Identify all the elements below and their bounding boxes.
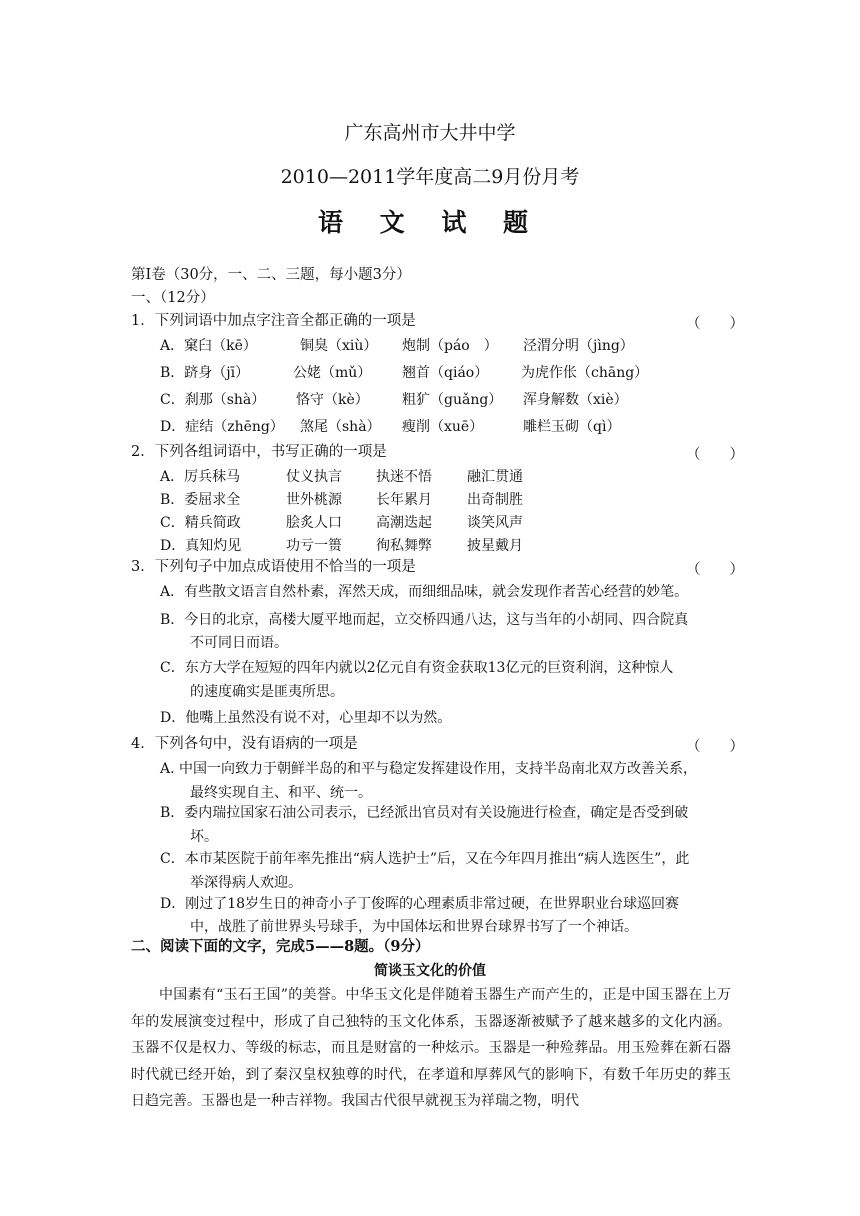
q2-b-1: B．委屈求全 xyxy=(160,492,241,508)
q1-a-2: 铜臭（xiù） xyxy=(300,338,378,354)
q1-c-4: 浑身解数（xiè） xyxy=(523,392,628,408)
q4-option-d-line1: D．刚过了18岁生日的神奇小子丁俊晖的心理素质非常过硬，在世界职业台球巡回赛 xyxy=(160,896,680,912)
q4-answer-paren: （ ） xyxy=(686,739,744,755)
q1-b-2: 公姥（mǔ） xyxy=(293,365,372,381)
q3-option-b-line1: B．今日的北京，高楼大厦平地而起，立交桥四通八达，这与当年的小胡同、四合院真 xyxy=(160,612,689,628)
q2-a-1: A．厉兵秣马 xyxy=(160,469,241,485)
q2-b-4: 出奇制胜 xyxy=(467,492,523,508)
q1-d-4: 雕栏玉砌（qì） xyxy=(523,419,621,435)
q2-d-3: 徇私舞弊 xyxy=(376,538,432,554)
q2-a-2: 仗义执言 xyxy=(286,469,342,485)
q1-a-4: 泾渭分明（jìng） xyxy=(523,338,634,354)
q2-d-2: 功亏一篑 xyxy=(286,538,342,554)
q3-option-c-line2: 的速度确实是匪夷所思。 xyxy=(190,684,344,700)
q2-d-4: 披星戴月 xyxy=(467,538,523,554)
q2-c-3: 高潮迭起 xyxy=(376,515,432,531)
q3-stem: 3．下列句子中加点成语使用不恰当的一项是 xyxy=(131,559,416,575)
q1-c-2: 恪守（kè） xyxy=(296,392,369,408)
q2-b-2: 世外桃源 xyxy=(286,492,342,508)
q2-stem: 2．下列各组词语中，书写正确的一项是 xyxy=(131,444,387,460)
q1-stem: 1．下列词语中加点字注音全都正确的一项是 xyxy=(131,313,416,329)
q1-c-3: 粗犷（guǎng） xyxy=(402,392,503,408)
q3-answer-paren: （ ） xyxy=(686,562,744,578)
q4-option-b-line1: B．委内瑞拉国家石油公司表示，已经派出官员对有关设施进行检查，确定是否受到破 xyxy=(160,805,689,821)
q2-c-2: 脍炙人口 xyxy=(286,515,342,531)
q1-d-1: D．症结（zhēng） xyxy=(160,419,284,435)
q2-a-3: 执迷不悟 xyxy=(376,469,432,485)
q1-b-4: 为虎作伥（chāng） xyxy=(521,365,649,381)
q1-b-3: 翘首（qiáo） xyxy=(402,365,489,381)
q1-c-1: C．刹那（shà） xyxy=(160,392,266,408)
section1-title: 一、（12分） xyxy=(131,290,215,306)
q2-b-3: 长年累月 xyxy=(376,492,432,508)
q4-option-a-line1: A. 中国一向致力于朝鲜半岛的和平与稳定发挥建设作用，支持半岛南北双方改善关系， xyxy=(160,761,698,777)
q2-d-1: D．真知灼见 xyxy=(160,538,242,554)
article-title: 简谈玉文化的价值 xyxy=(374,963,486,979)
article-body: 中国素有“玉石王国”的美誉。中华玉文化是伴随着玉器生产而产生的，正是中国玉器在上万年的发展演变过程中，形成了自己独特的玉文化体系，玉器逐渐被赋予了越来越多的文化内涵。玉器不仅是权力、等级的标志，而且是财富的一种炫示。玉器是一种殓葬品。用玉殓葬在新石器时代就已经开始，到了秦汉皇权独尊的时代，在孝道和厚葬风气的影响下，有数千年历史的葬玉日趋完善。玉器也是一种吉祥物。我国古代很早就视玉为祥瑞之物，明代 xyxy=(131,987,731,1109)
q1-answer-paren: （ ） xyxy=(686,316,744,332)
q2-c-1: C．精兵简政 xyxy=(160,515,241,531)
q2-a-4: 融汇贯通 xyxy=(467,469,523,485)
q1-d-3: 瘦削（xuē） xyxy=(402,419,484,435)
q4-option-b-line2: 坏。 xyxy=(190,829,218,845)
section2-title: 二、阅读下面的文字，完成5——8题。（9分） xyxy=(131,938,430,955)
q2-c-4: 谈笑风声 xyxy=(467,515,523,531)
q4-option-a-line2: 最终实现自主、和平、统一。 xyxy=(190,785,372,801)
q4-option-d-line2: 中，战胜了前世界头号球手，为中国体坛和世界台球界书写了一个神话。 xyxy=(190,919,638,935)
exam-title: 2010—2011学年度高二9月份月考 xyxy=(280,166,580,188)
q1-a-1: A．窠臼（kē） xyxy=(160,338,257,354)
q2-answer-paren: （ ） xyxy=(686,447,744,463)
q1-b-1: B．跻身（jī） xyxy=(160,365,250,381)
part1-title: 第Ⅰ卷（30分，一、二、三题，每小题3分） xyxy=(131,267,411,283)
q4-option-c-line2: 举深得病人欢迎。 xyxy=(190,875,302,891)
q1-a-3: 炮制（páo ） xyxy=(402,338,498,354)
q4-stem: 4．下列各句中，没有语病的一项是 xyxy=(131,736,358,752)
q1-d-2: 煞尾（shà） xyxy=(300,419,381,435)
q3-option-b-line2: 不可同日而语。 xyxy=(190,635,288,651)
school-name: 广东高州市大井中学 xyxy=(344,122,516,144)
q3-option-c-line1: C．东方大学在短短的四年内就以2亿元自有资金获取13亿元的巨资利润，这种惊人 xyxy=(160,660,674,676)
q3-option-d: D．他嘴上虽然没有说不对，心里却不以为然。 xyxy=(160,710,452,726)
q3-option-a: A．有些散文语言自然朴素，浑然天成，而细细品味，就会发现作者苦心经营的妙笔。 xyxy=(160,584,689,600)
subject-title: 语 文 试 题 xyxy=(317,208,543,237)
q4-option-c-line1: C．本市某医院于前年率先推出“病人选护士”后，又在今年四月推出“病人选医生”，此 xyxy=(160,851,690,867)
